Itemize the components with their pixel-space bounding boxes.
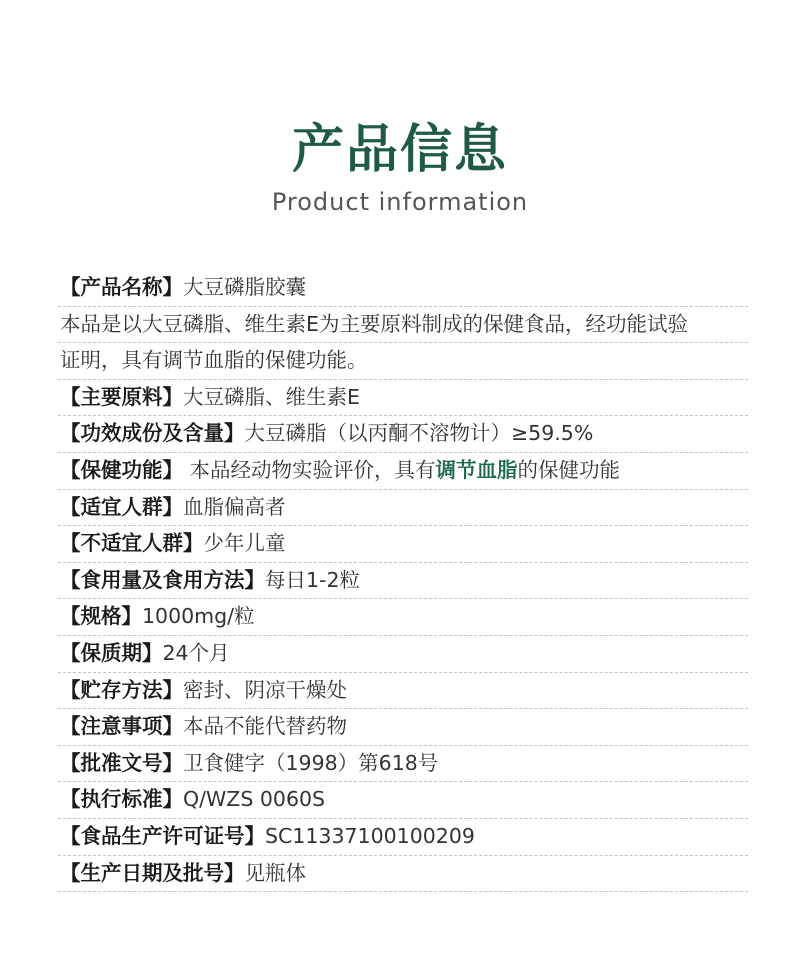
- row-label: 【产品名称】: [60, 275, 183, 299]
- description-line-2: [58, 343, 748, 380]
- row-label: 【不适宜人群】: [60, 531, 204, 556]
- row-label: 【主要原料】: [60, 384, 183, 409]
- row-value: 本品是以大豆磷脂、维生素E为主要原料制成的保健食品，经功能试验: [60, 311, 688, 336]
- row-value: 本品经动物实验评价，具有: [183, 457, 436, 482]
- row-value-after: 的保健功能: [517, 457, 621, 482]
- info-row-dosage: [58, 563, 748, 600]
- row-value: 每日1-2粒: [265, 567, 360, 592]
- row-label: 【功效成份及含量】: [60, 421, 245, 446]
- row-value: 见瓶体: [244, 860, 306, 885]
- row-label: 【保健功能】: [60, 457, 183, 482]
- row-label: 【注意事项】: [60, 714, 183, 739]
- page-title: 产品信息: [291, 119, 508, 180]
- row-value: SC11337100100209: [265, 823, 475, 848]
- row-label: 【批准文号】: [60, 750, 183, 775]
- info-row-unsuitable-people: [58, 526, 748, 563]
- row-value: Q/WZS 0060S: [183, 787, 326, 812]
- info-list: [58, 270, 748, 892]
- row-label: 【贮存方法】: [60, 677, 183, 702]
- info-row-storage: [58, 673, 748, 710]
- info-row-precautions: [58, 709, 748, 746]
- row-value: 少年儿童: [203, 531, 286, 556]
- row-value: 大豆磷脂胶囊: [183, 275, 306, 299]
- info-row-active-content: [58, 416, 748, 453]
- info-row-license-number: [58, 819, 748, 856]
- row-label: 【规格】: [60, 604, 142, 629]
- info-row-specification: [58, 599, 748, 636]
- info-row-product-name: [58, 270, 748, 307]
- info-row-main-ingredients: [58, 380, 748, 417]
- info-row-suitable-people: [58, 490, 748, 527]
- row-value: 本品不能代替药物: [183, 714, 347, 739]
- row-label: 【食品生产许可证号】: [60, 823, 265, 848]
- row-label: 【生产日期及批号】: [60, 860, 245, 885]
- row-label: 【食用量及食用方法】: [60, 567, 265, 592]
- row-value: 大豆磷脂、维生素E: [183, 384, 360, 409]
- info-row-production-date: [58, 856, 748, 893]
- row-label: 【适宜人群】: [60, 494, 183, 519]
- row-value: 24个月: [162, 640, 230, 665]
- description-line-1: [58, 307, 748, 344]
- row-label: 【执行标准】: [60, 787, 183, 812]
- info-row-approval-number: [58, 746, 748, 783]
- row-value: 卫食健字（1998）第618号: [183, 750, 439, 775]
- row-value: 证明，具有调节血脂的保健功能。: [60, 348, 368, 373]
- info-row-standard: [58, 782, 748, 819]
- row-value: 密封、阴凉干燥处: [183, 677, 347, 702]
- row-label: 【保质期】: [60, 640, 163, 665]
- info-row-health-function: [58, 453, 748, 490]
- info-row-shelf-life: [58, 636, 748, 673]
- row-value: 大豆磷脂（以丙酮不溶物计）≥59.5%: [244, 421, 594, 446]
- page-subtitle: Product information: [271, 188, 529, 216]
- row-value: 血脂偏高者: [183, 494, 286, 519]
- highlight-text: 调节血脂: [435, 457, 518, 482]
- row-value: 1000mg/粒: [142, 604, 255, 629]
